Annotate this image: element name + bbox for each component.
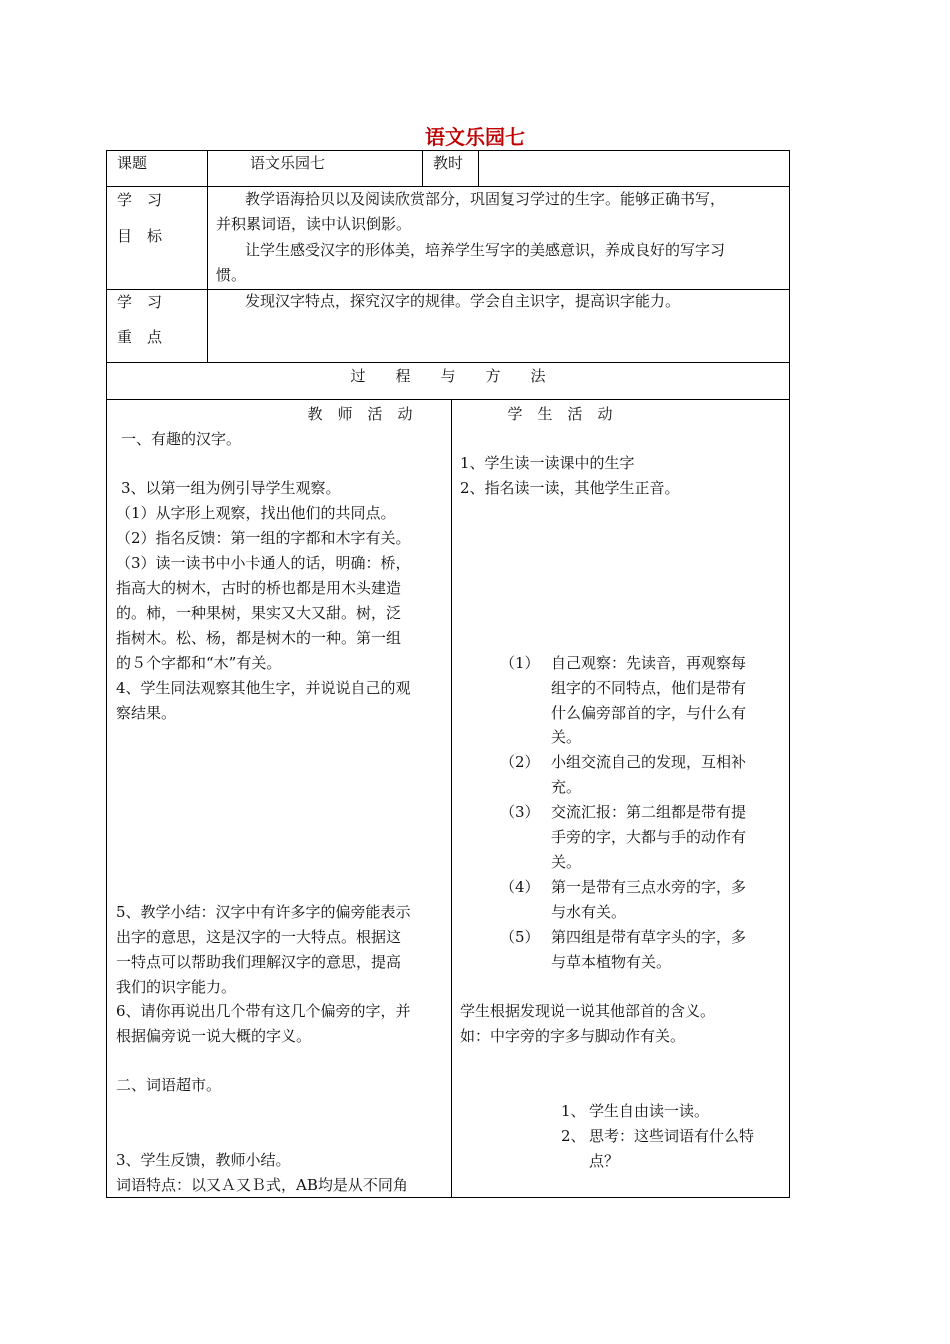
teacher-line: 根据偏旁说一说大概的字义。 [116, 1027, 312, 1045]
document-title: 语文乐园七 [425, 125, 525, 149]
focus-label-line1: 学 习 [117, 293, 163, 311]
teacher-line: 一特点可以帮助我们理解汉字的意思，提高 [116, 953, 402, 971]
student-item-number: （4） [500, 878, 540, 896]
teacher-line: （1）从字形上观察，找出他们的共同点。 [116, 504, 396, 522]
student-item-number: （1） [500, 654, 540, 672]
student-item-line: 手旁的字，大都与手的动作有 [551, 828, 747, 846]
student-item-line: 第四组是带有草字头的字，多 [551, 928, 747, 946]
student-item-line: 关。 [551, 728, 582, 746]
teacher-activity-heading: 教 师 活 动 [307, 405, 413, 423]
student-item-line: 交流汇报：第二组都是带有提 [551, 803, 747, 821]
student-words-number: 2、 [561, 1127, 586, 1145]
teacher-line: 指高大的树木，古时的桥也都是用木头建造 [116, 579, 402, 597]
focus-text: 发现汉字特点，探究汉字的规律。学会自主识字，提高识字能力。 [245, 292, 681, 310]
topic-label: 课题 [117, 154, 148, 172]
goals-text-line: 并积累词语，读中认识倒影。 [216, 215, 412, 233]
teacher-line: 一、有趣的汉字。 [121, 430, 242, 448]
teacher-line: 我们的识字能力。 [116, 978, 237, 996]
teacher-line: 二、词语超市。 [116, 1076, 222, 1094]
teacher-line: 4、学生同法观察其他生字，并说说自己的观 [116, 679, 411, 697]
student-item-line: 与草本植物有关。 [551, 953, 672, 971]
student-activity-heading: 学 生 活 动 [507, 405, 613, 423]
student-after-line: 学生根据发现说一说其他部首的含义。 [460, 1002, 716, 1020]
student-item-line: 小组交流自己的发现，互相补 [551, 753, 747, 771]
student-intro-line: 1、学生读一读课中的生字 [460, 454, 635, 472]
teacher-line: 词语特点：以又Ａ又Ｂ式，AB均是从不同角 [116, 1176, 408, 1194]
student-item-number: （5） [500, 928, 540, 946]
student-after-line: 如：中字旁的字多与脚动作有关。 [460, 1027, 686, 1045]
teacher-line: 指树木。松、杨，都是树木的一种。第一组 [116, 629, 402, 647]
teacher-line: 6、请你再说出几个带有这几个偏旁的字，并 [116, 1002, 411, 1020]
process-heading: 过 程 与 方 法 [350, 367, 546, 385]
student-intro-line: 2、指名读一读，其他学生正音。 [460, 479, 680, 497]
teacher-line: 的５个字都和“木”有关。 [116, 654, 282, 672]
student-item-line: 充。 [551, 778, 582, 796]
student-words-line: 学生自由读一读。 [589, 1102, 710, 1120]
student-words-line: 思考：这些词语有什么特 [589, 1127, 755, 1145]
teacher-line: 出字的意思，这是汉字的一大特点。根据这 [116, 928, 402, 946]
goals-label-line1: 学 习 [117, 191, 163, 209]
student-item-line: 组字的不同特点，他们是带有 [551, 679, 747, 697]
teacher-line: 的。柿，一种果树，果实又大又甜。树，泛 [116, 604, 402, 622]
goals-text-line: 惯。 [216, 266, 247, 284]
focus-label-line2: 重 点 [117, 328, 163, 346]
student-item-line: 自己观察：先读音，再观察每 [551, 654, 747, 672]
teacher-line: （2）指名反馈：第一组的字都和木字有关。 [116, 529, 411, 547]
hours-label: 教时 [433, 154, 464, 172]
teacher-line: 察结果。 [116, 704, 177, 722]
teacher-line: （3）读一读书中小卡通人的话，明确：桥， [116, 554, 411, 572]
student-item-line: 与水有关。 [551, 903, 627, 921]
student-item-number: （2） [500, 753, 540, 771]
topic-value: 语文乐园七 [250, 154, 326, 172]
student-words-number: 1、 [561, 1102, 586, 1120]
teacher-line: 3、学生反馈，教师小结。 [116, 1151, 291, 1169]
teacher-line: 3、以第一组为例引导学生观察。 [121, 479, 341, 497]
student-item-line: 什么偏旁部首的字，与什么有 [551, 704, 747, 722]
goals-text-line: 让学生感受汉字的形体美，培养学生写字的美感意识，养成良好的写字习 [245, 241, 726, 259]
teacher-line: 5、教学小结：汉字中有许多字的偏旁能表示 [116, 903, 411, 921]
student-item-line: 第一是带有三点水旁的字，多 [551, 878, 747, 896]
goals-text-line: 教学语海拾贝以及阅读欣赏部分，巩固复习学过的生字。能够正确书写， [245, 190, 726, 208]
goals-label-line2: 目 标 [117, 227, 163, 245]
student-item-number: （3） [500, 803, 540, 821]
student-item-line: 关。 [551, 853, 582, 871]
student-words-line: 点？ [589, 1152, 620, 1170]
